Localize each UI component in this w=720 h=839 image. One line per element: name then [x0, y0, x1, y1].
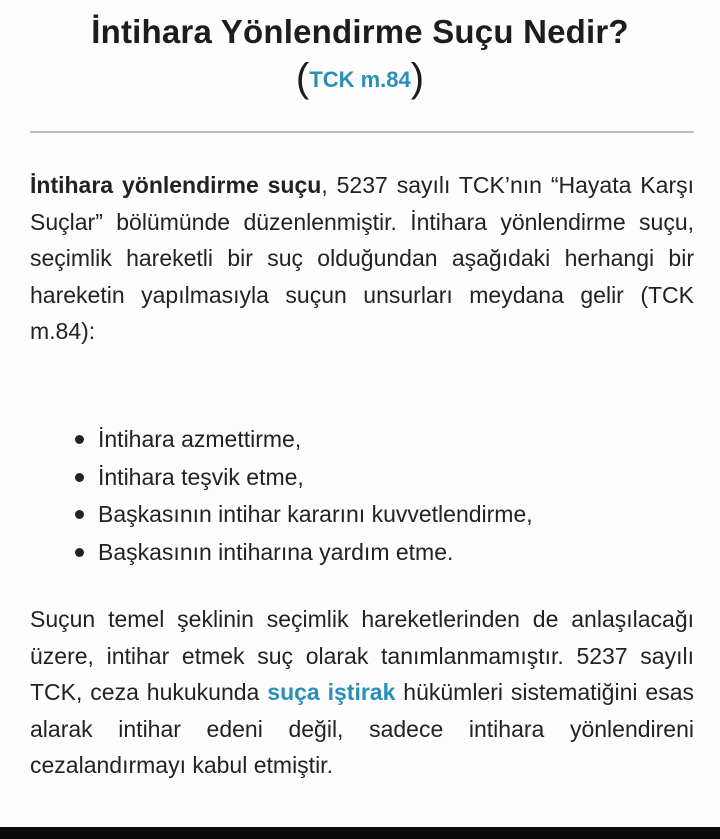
list-item-text: Başkasının intihar kararını kuvvetlendirme,: [98, 501, 533, 527]
explanation-text-before: Suçun temel şeklinin seçimlik hareketlerinden de anlaşılacağı üzere, intihar etmek suç olarak tanımlanmamıştır. 5237 sayılı TCK, ceza hukukunda: [30, 606, 694, 706]
list-item: [30, 534, 694, 572]
list-item-text: İntihara teşvik etme,: [98, 463, 304, 490]
suca-istirak-link[interactable]: suça iştirak: [267, 679, 396, 706]
list-item: [30, 459, 694, 497]
bullet-icon: [75, 548, 84, 557]
explanation-text-after: hükümleri sistematiğini esas alarak intihar edeni değil, sadece intihara yönlendireni cezalandırmayı kabul etmiştir.: [30, 679, 694, 779]
tck-article-link[interactable]: TCK m.84: [309, 67, 411, 92]
bullet-icon: [75, 510, 84, 519]
list-item: [30, 496, 694, 534]
acts-list: [30, 421, 694, 571]
intro-text: , 5237 sayılı TCK’nın “Hayata Karşı Suçlar” bölümünde düzenlenmiştir. İntihara yönlendirme suçu, seçimlik hareketli bir suç olduğundan aşağıdaki herhangi bir hareketin yapılmasıyla suçun unsurları meydana gelir (TCK m.84):: [30, 172, 694, 345]
intro-paragraph: [30, 167, 694, 350]
bullet-icon: [75, 473, 84, 482]
title-divider: [30, 131, 694, 133]
bottom-edge-bar: [0, 827, 720, 839]
explanation-paragraph: [30, 601, 694, 784]
bullet-icon: [75, 435, 84, 444]
subtitle-open-paren: (: [295, 56, 310, 100]
page-title: İntihara Yönlendirme Suçu Nedir?: [91, 13, 629, 50]
list-item-text: İntihara azmettirme,: [98, 426, 302, 452]
subtitle-close-paren: ): [410, 56, 425, 100]
list-item-text: Başkasının intiharına yardım etme.: [98, 538, 454, 565]
intro-bold-term: İntihara yönlendirme suçu: [30, 172, 322, 198]
list-item: [30, 421, 694, 459]
page-subtitle: [0, 56, 720, 102]
